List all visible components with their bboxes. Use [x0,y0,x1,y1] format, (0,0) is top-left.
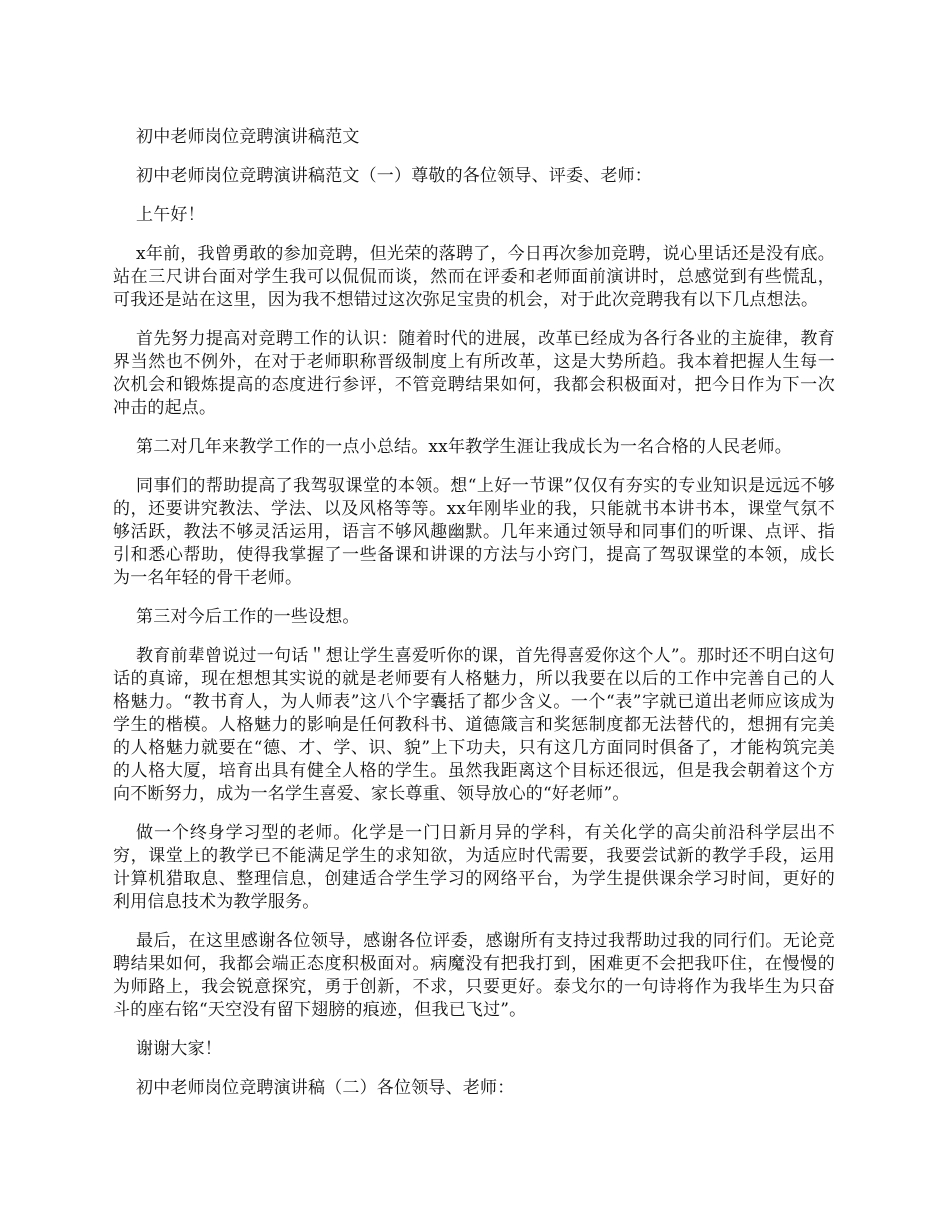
paragraph-first-point: 首先努力提高对竞聘工作的认识：随着时代的进展，改革已经成为各行各业的主旋律，教育界当然也不例外，在对于老师职称晋级制度上有所改革，这是大势所趋。我本着把握人生每一次机会和锻炼提高的态度进行参评，不管竞聘结果如何，我都会积极面对，把今日作为下一次冲击的起点。 [113,329,835,418]
paragraph-personal-charm: 教育前辈曾说过一句话＂想让学生喜爱听你的课，首先得喜爱你这个人”。那时还不明白这句话的真谛，现在想想其实说的就是老师要有人格魅力，所以我要在以后的工作中完善自己的人格魅力。“教书育人，为人师表”这八个字囊括了都少含义。一个“表”字就已道出老师应该成为学生的楷模。人格魅力的影响是任何教科书、道德箴言和奖惩制度都无法替代的，想拥有完美的人格魅力就要在“德、才、学、识、貌”上下功夫，只有这几方面同时俱备了，才能构筑完美的人格大厦，培育出具有健全人格的学生。虽然我距离这个目标还很远，但是我会朝着这个方向不断努力，成为一名学生喜爱、家长尊重、领导放心的“好老师”。 [113,646,835,804]
paragraph-thanks: 谢谢大家！ [136,1039,222,1059]
document-title: 初中老师岗位竞聘演讲稿范文 [136,127,360,147]
paragraph-colleagues-help: 同事们的帮助提高了我驾驭课堂的本领。想“上好一节课”仅仅有夯实的专业知识是远远不够的，还要讲究教法、学法、以及风格等等。xx年刚毕业的我，只能就书本讲书本，课堂气氛不够活跃，教法不够灵活运用，语言不够风趣幽默。几年来通过领导和同事们的听课、点评、指引和悉心帮助，使得我掌握了一些备课和讲课的方法与小窍门，提高了驾驭课堂的本领，成长为一名年轻的骨干老师。 [113,476,835,588]
paragraph-second-point: 第二对几年来教学工作的一点小总结。xx年教学生涯让我成长为一名合格的人民老师。 [136,437,792,457]
paragraph-lifelong-learning: 做一个终身学习型的老师。化学是一门日新月异的学科，有关化学的高尖前沿科学层出不穷，课堂上的教学已不能满足学生的求知欲，为适应时代需要，我要尝试新的教学手段，运用计算机猎取息、整理信息，创建适合学生学习的网络平台，为学生提供课余学习时间，更好的利用信息技术为教学服务。 [113,823,835,912]
paragraph-closing: 最后，在这里感谢各位领导，感谢各位评委，感谢所有支持过我帮助过我的同行们。无论竞聘结果如何，我都会端正态度积极面对。病魔没有把我打到，困难更不会把我吓住，在慢慢的为师路上，我会锐意探究，勇于创新，不求，只要更好。泰戈尔的一句诗将作为我毕生为只奋斗的座右铭“天空没有留下翅膀的痕迹，但我已飞过”。 [113,931,835,1020]
paragraph-third-point: 第三对今后工作的一些设想。 [136,607,360,627]
paragraph-intro: x年前，我曾勇敢的参加竞聘，但光荣的落聘了，今日再次参加竞聘，说心里话还是没有底。站在三尺讲台面对学生我可以侃侃而谈，然而在评委和老师面前演讲时，总感觉到有些慌乱，可我还是站在这里，因为我不想错过这次弥足宝贵的机会，对于此次竞聘我有以下几点想法。 [113,244,835,310]
paragraph-speech-two-heading: 初中老师岗位竞聘演讲稿（二）各位领导、老师： [136,1078,515,1098]
paragraph-greeting: 上午好！ [136,205,205,225]
document-page [113,112,835,1116]
paragraph-speech-one-heading: 初中老师岗位竞聘演讲稿范文（一）尊敬的各位领导、评委、老师： [136,166,652,186]
